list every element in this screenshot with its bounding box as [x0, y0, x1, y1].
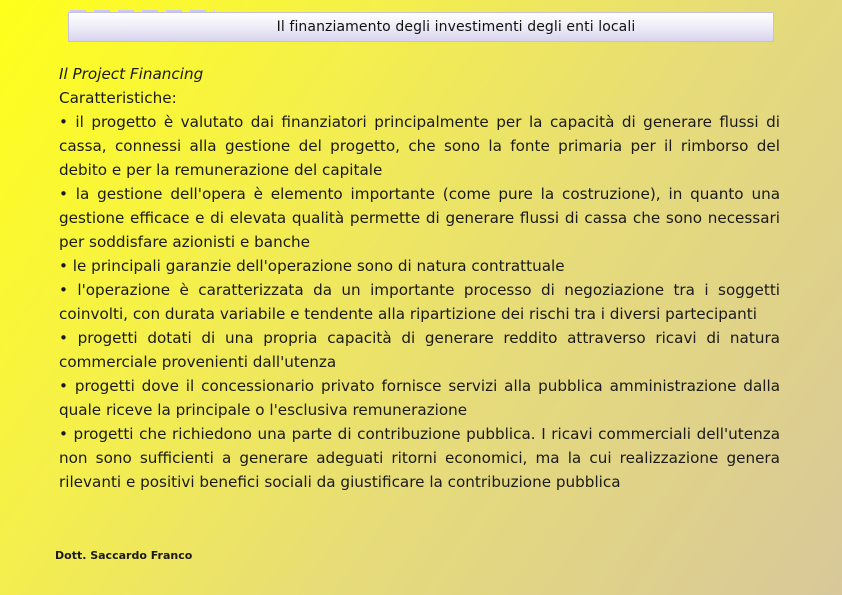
- section-heading: Il Project Financing: [59, 65, 204, 83]
- bullet-item: • la gestione dell'opera è elemento importante (come pure la costruzione), in quanto una gestione efficace e di elevata qualità permette di generare flussi di cassa che sono necessari per soddisfare azionisti e banche: [59, 185, 780, 251]
- bullet-item: • le principali garanzie dell'operazione sono di natura contrattuale: [59, 257, 565, 275]
- bullet-item: • il progetto è valutato dai finanziatori principalmente per la capacità di generare flussi di cassa, connessi alla gestione del progetto, che sono la fonte primaria per il rimborso del debito e per la remunerazione del capitale: [59, 113, 780, 179]
- slide-body: [59, 62, 780, 494]
- bullet-item: • progetti dove il concessionario privato fornisce servizi alla pubblica amministrazione dalla quale riceve la principale o l'esclusiva remunerazione: [59, 377, 780, 419]
- bullet-item: • l'operazione è caratterizzata da un importante processo di negoziazione tra i soggetti coinvolti, con durata variabile e tendente alla ripartizione dei rischi tra i diversi partecipanti: [59, 281, 780, 323]
- author-footer: Dott. Saccardo Franco: [55, 549, 193, 562]
- bullet-item: • progetti dotati di una propria capacità di generare reddito attraverso ricavi di natura commerciale provenienti dall'utenza: [59, 329, 780, 371]
- section-subheading: Caratteristiche:: [59, 89, 177, 107]
- bullet-item: • progetti che richiedono una parte di contribuzione pubblica. I ricavi commerciali dell'utenza non sono sufficienti a generare adeguati ritorni economici, ma la cui realizzazione genera rilevanti e positivi benefici sociali da giustificare la contribuzione pubblica: [59, 425, 780, 491]
- slide-title: Il finanziamento degli investimenti degli enti locali: [276, 19, 636, 35]
- title-bar: [68, 12, 774, 42]
